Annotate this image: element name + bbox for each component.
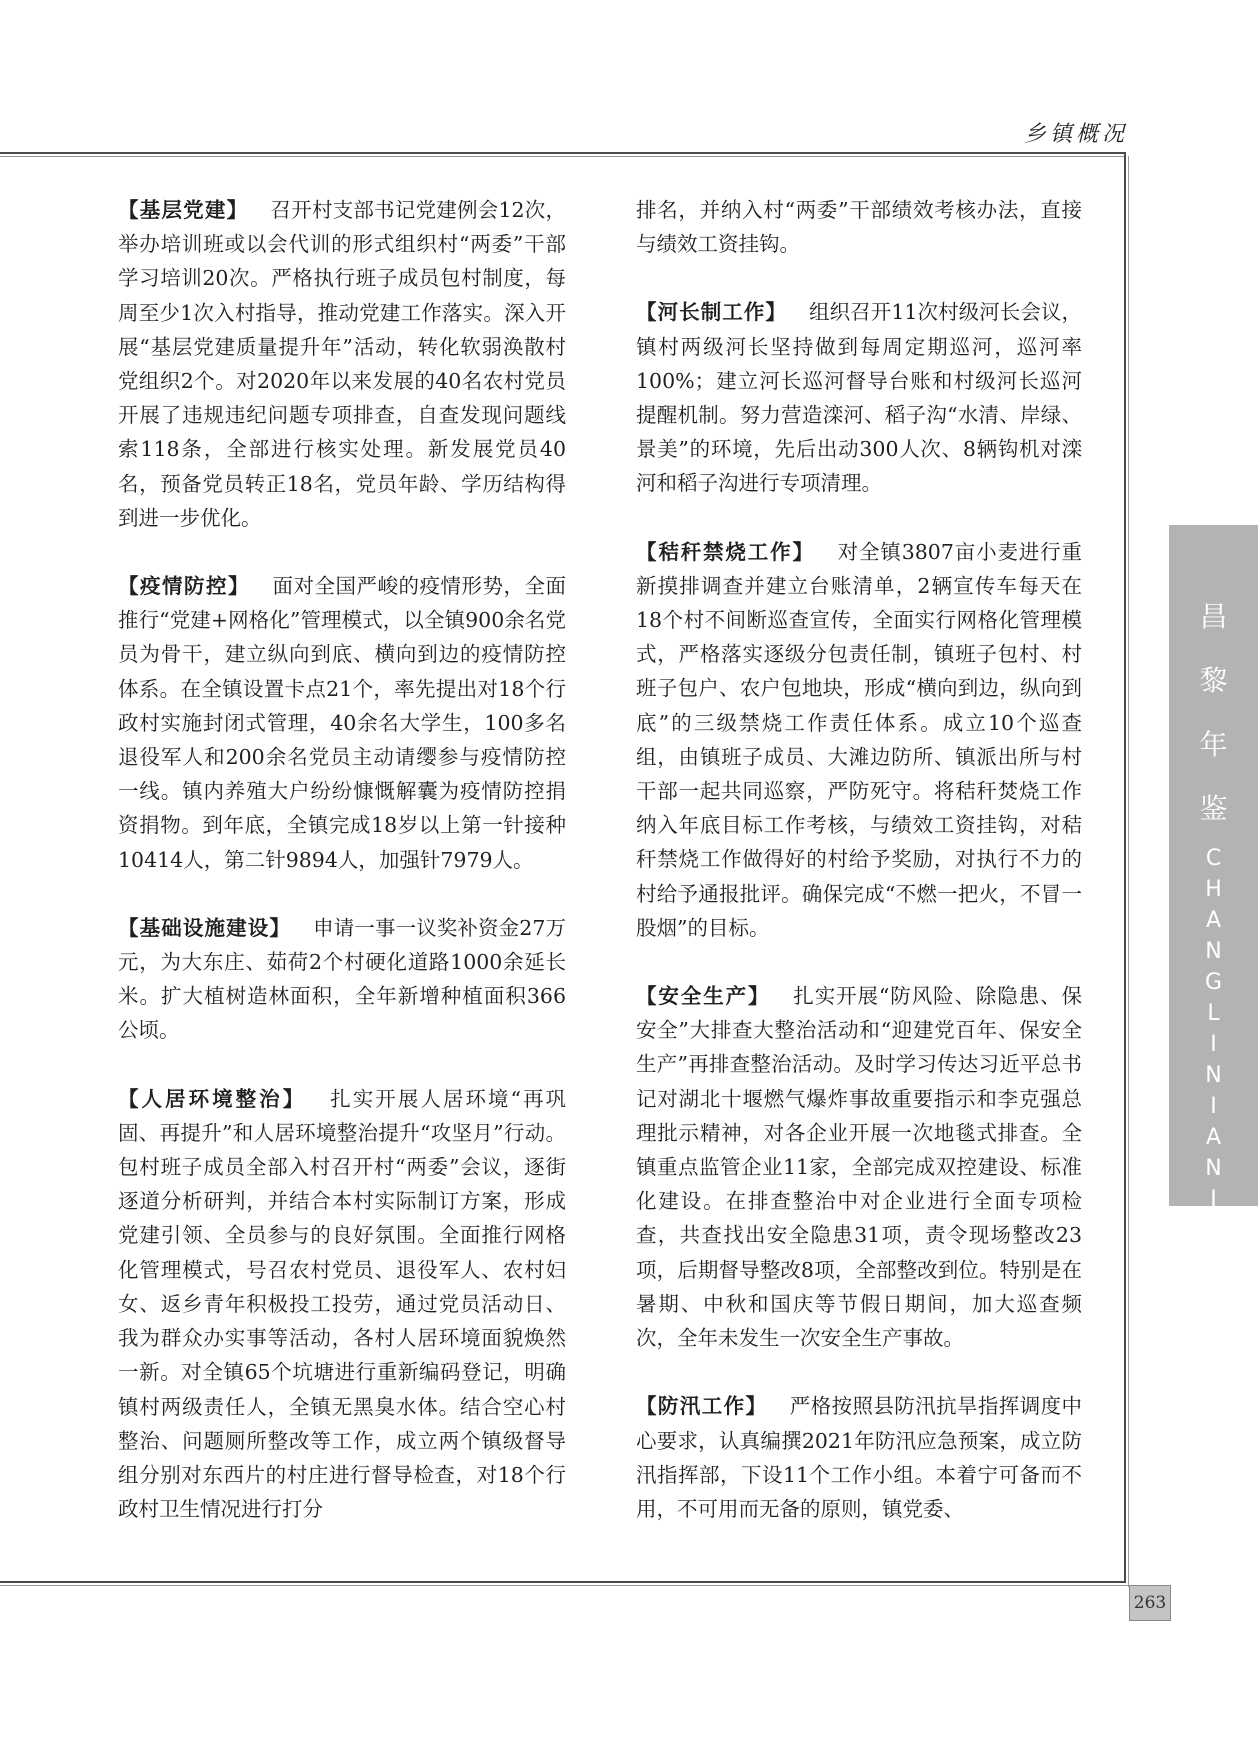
paragraph-flood-control — [636, 1389, 1082, 1526]
side-tab-chinese-title — [1169, 585, 1258, 841]
side-tab-char: 鉴 — [1199, 792, 1228, 825]
frame-top-rule-thin — [0, 156, 1126, 157]
section-title: 乡镇概况 — [1023, 122, 1128, 147]
paragraph-continuation: 排名，并纳入村“两委”干部绩效考核办法，直接与绩效工资挂钩。 — [636, 198, 1082, 257]
paragraph-river-chief — [636, 295, 1082, 500]
paragraph-epidemic-control — [118, 569, 566, 877]
paragraph-heading: 【防汛工作】 — [636, 1394, 768, 1419]
right-column — [636, 193, 1082, 1560]
side-tab-letter: N — [1205, 1280, 1222, 1305]
paragraph-living-environment — [118, 1082, 566, 1527]
paragraph-party-building — [118, 193, 566, 535]
paragraph-text: 召开村支部书记党建例会12次，举办培训班或以会代训的形式组织村“两委”干部学习培训20次。严格执行班子成员包村制度，每周至少1次入村指导，推动党建工作落实。深入开展“基层党建质量提升年”活动，转化软弱涣散村党组织2个。对2020年以来发展的40名农村党员开展了违规违纪问题专项排查，自查发现问题线索118条，全部进行核实处理。新发展党员40名，预备党员转正18名，党员年龄、学历结构得到进一步优化。 — [118, 198, 566, 530]
side-tab-letter: I — [1210, 1218, 1217, 1243]
side-tab-pinyin-title — [1169, 843, 1258, 1308]
side-tab-letter: A — [1205, 1125, 1222, 1150]
paragraph-heading: 【安全生产】 — [636, 984, 771, 1009]
side-tab-letter: A — [1205, 908, 1222, 933]
paragraph-heading: 【基层党建】 — [118, 198, 249, 222]
side-tab-letter: C — [1205, 846, 1222, 871]
paragraph-text: 扎实开展“防风险、除隐患、保安全”大排查大整治活动和“迎建党百年、保安全生产”再排查整治活动。及时学习传达习近平总书记对湖北十堰燃气爆炸事故重要指示和李克强总理批示精神，对各企业开展一次地毯式排查。全镇重点监管企业11家，全部完成双控建设、标准化建设。在排查整治中对企业进行全面专项检查，共查找出安全隐患31项，责令现场整改23项，后期督导整改8项，全部整改到位。特别是在暑期、中秋和国庆等节假日期间，加大巡查频次，全年未发生一次安全生产事故。 — [636, 984, 1082, 1351]
left-column — [118, 193, 566, 1560]
paragraph-heading: 【秸秆禁烧工作】 — [636, 539, 815, 564]
paragraph-text: 组织召开11次村级河长会议，镇村两级河长坚持做到每周定期巡河，巡河率100%；建立河长巡河督导台账和村级河长巡河提醒机制。努力营造滦河、稻子沟“水清、岸绿、景美”的环境，先后出动300人次、8辆钩机对滦河和稻子沟进行专项清理。 — [636, 300, 1082, 496]
side-tab-letter: G — [1204, 970, 1223, 995]
paragraph-heading: 【人居环境整治】 — [118, 1086, 307, 1111]
paragraph-text: 扎实开展人居环境“再巩固、再提升”和人居环境整治提升“攻坚月”行动。包村班子成员全部入村召开村“两委”会议，逐街逐道分析研判，并结合本村实际制订方案，形成党建引领、全员参与的良好氛围。全面推行网格化管理模式，号召农村党员、退役军人、农村妇女、返乡青年积极投工投劳，通过党员活动日、我为群众办实事等活动，各村人居环境面貌焕然一新。对全镇65个坑塘进行重新编码登记，明确镇村两级责任人，全镇无黑臭水体。结合空心村整治、问题厕所整改等工作，成立两个镇级督导组分别对东西片的村庄进行督导检查，对18个行政村卫生情况进行打分 — [118, 1086, 566, 1522]
side-tab-char: 昌 — [1199, 600, 1228, 633]
side-tab-letter: N — [1205, 1156, 1222, 1181]
side-tab-letter: I — [1210, 1094, 1217, 1119]
side-tab-letter: A — [1205, 1249, 1222, 1274]
side-tab-letter: N — [1205, 939, 1222, 964]
paragraph-work-safety — [636, 979, 1082, 1355]
paragraph-heading: 【疫情防控】 — [118, 574, 250, 599]
side-tab-letter: I — [1210, 1032, 1217, 1057]
paragraph-straw-burning-ban — [636, 535, 1082, 945]
paragraph-text: 严格按照县防汛抗旱指挥调度中心要求，认真编撰2021年防汛应急预案，成立防汛指挥部，下设11个工作小组。本着宁可备而不用，不可用而无备的原则，镇党委、 — [636, 1394, 1083, 1521]
side-tab-char: 黎 — [1199, 664, 1228, 697]
paragraph-heading: 【河长制工作】 — [636, 300, 787, 325]
side-tab-letter: H — [1205, 877, 1222, 902]
page-number: 263 — [1129, 1585, 1171, 1621]
frame-bottom-rule — [0, 1581, 1126, 1583]
yearbook-side-tab — [1169, 525, 1258, 1305]
paragraph-text: 申请一事一议奖补资金27万元，为大东庄、茹荷2个村硬化道路1000余延长米。扩大植树造林面积，全年新增种植面积366公顷。 — [118, 915, 566, 1043]
paragraph-heading: 【基础设施建设】 — [118, 915, 291, 940]
side-tab-letter: J — [1210, 1187, 1217, 1212]
paragraph-text: 面对全国严峻的疫情形势，全面推行“党建+网格化”管理模式，以全镇900余名党员为骨干，建立纵向到底、横向到边的疫情防控体系。在全镇设置卡点21个，率先提出对18个行政村实施封闭式管理，40余名大学生，100多名退役军人和200余名党员主动请缨参与疫情防控一线。镇内养殖大户纷纷慷慨解囊为疫情防控捐资捐物。到年底，全镇完成18岁以上第一针接种10414人，第二针9894人，加强针7979人。 — [118, 574, 566, 872]
frame-right-rule — [1124, 152, 1126, 1583]
paragraph-infrastructure — [118, 911, 566, 1048]
frame-top-rule — [0, 152, 1126, 154]
paragraph-text: 对全镇3807亩小麦进行重新摸排调查并建立台账清单，2辆宣传车每天在18个村不间断巡查宣传，全面实行网格化管理模式，严格落实逐级分包责任制，镇班子包村、村班子包户、农户包地块，形成“横向到边，纵向到底”的三级禁烧工作责任体系。成立10个巡查组，由镇班子成员、大滩边防所、镇派出所与村干部一起共同巡察，严防死守。将秸秆焚烧工作纳入年底目标工作考核，与绩效工资挂钩，对秸秆禁烧工作做得好的村给予奖励，对执行不力的村给予通报批评。确保完成“不燃一把火，不冒一股烟”的目标。 — [636, 539, 1082, 940]
frame-bottom-rule-thin — [0, 1585, 1129, 1586]
frame-right-rule-thin — [1128, 156, 1129, 1587]
side-tab-letter: L — [1207, 1001, 1220, 1026]
side-tab-char: 年 — [1199, 728, 1228, 761]
side-tab-letter: N — [1205, 1063, 1222, 1088]
